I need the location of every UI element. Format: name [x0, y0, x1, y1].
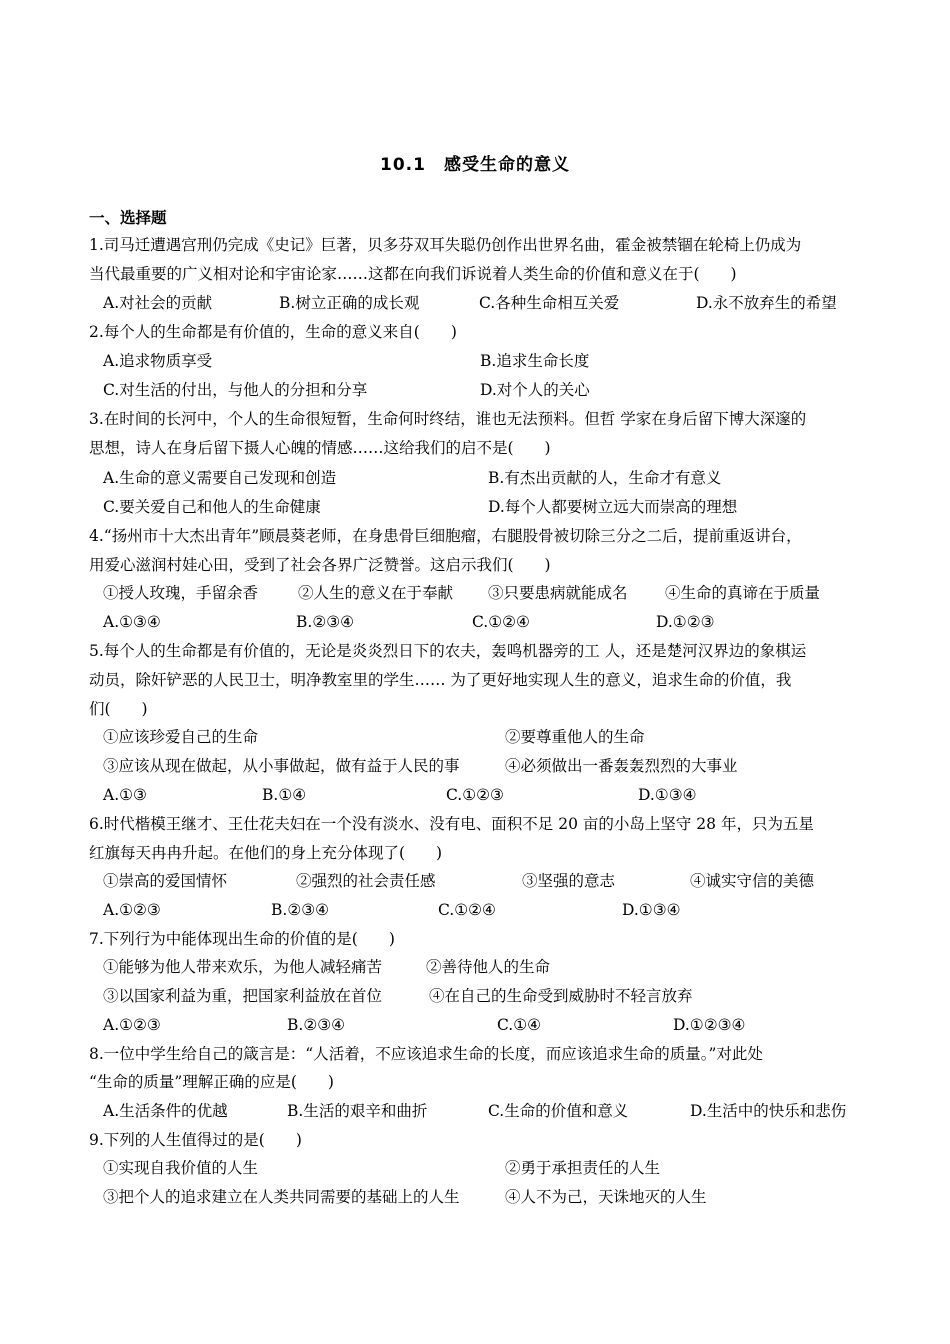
question-5-item-4: ④必须做出一番轰轰烈烈的大事业 [505, 757, 738, 775]
question-5-line-2: 动员，除奸铲恶的人民卫士，明净教室里的学生…… 为了更好地实现人生的意义，追求生命的价值，我 [89, 671, 792, 689]
question-4-line-2: 用爱心滋润村娃心田，受到了社会各界广泛赞誉。这启示我们( ) [89, 556, 551, 574]
question-7-option-b: B.②③④ [287, 1016, 346, 1034]
question-7-option-a: A.①②③ [103, 1016, 161, 1034]
question-9-line-1: 9.下列的人生值得过的是( ) [89, 1131, 302, 1149]
question-1-option-b: B.树立正确的成长观 [279, 294, 420, 312]
question-8-option-d: D.生活中的快乐和悲伤 [690, 1102, 847, 1120]
question-3-option-a: A.生命的意义需要自己发现和创造 [103, 469, 337, 487]
page-title: 10.1 感受生命的意义 [380, 155, 570, 175]
question-4-item-2: ②人生的意义在于奉献 [298, 584, 454, 602]
question-2-option-d: D.对个人的关心 [480, 381, 590, 399]
question-5-option-b: B.①④ [262, 786, 307, 804]
question-6-option-c: C.①②④ [438, 901, 496, 919]
question-5-option-c: C.①②③ [446, 786, 504, 804]
question-6-option-a: A.①②③ [103, 901, 161, 919]
question-5-option-d: D.①③④ [638, 786, 697, 804]
question-1-option-c: C.各种生命相互关爱 [479, 294, 620, 312]
question-6-item-3: ③坚强的意志 [522, 872, 616, 890]
question-2-line-1: 2.每个人的生命都是有价值的，生命的意义来自( ) [89, 323, 457, 341]
question-9-item-3: ③把个人的追求建立在人类共同需要的基础上的人生 [103, 1188, 460, 1206]
question-4-item-4: ④生命的真谛在于质量 [665, 584, 821, 602]
question-7-item-4: ④在自己的生命受到威胁时不轻言放弃 [429, 987, 693, 1005]
question-6-line-2: 红旗每天冉冉升起。在他们的身上充分体现了( ) [89, 844, 443, 862]
question-8-option-c: C.生命的价值和意义 [488, 1102, 629, 1120]
question-5-option-a: A.①③ [103, 786, 147, 804]
question-3-line-2: 思想，诗人在身后留下摄人心魄的情感……这给我们的启不是( ) [89, 439, 551, 457]
question-9-item-2: ②勇于承担责任的人生 [505, 1159, 661, 1177]
question-7-item-2: ②善待他人的生命 [426, 958, 551, 976]
question-5-line-1: 5.每个人的生命都是有价值的，无论是炎炎烈日下的农夫，轰鸣机器旁的工 人，还是楚河汉界边的象棋运 [89, 642, 807, 660]
question-2-option-b: B.追求生命长度 [480, 352, 590, 370]
question-7-item-3: ③以国家利益为重，把国家利益放在首位 [103, 987, 383, 1005]
question-2-option-c: C.对生活的付出，与他人的分担和分享 [103, 381, 368, 399]
question-5-item-3: ③应该从现在做起，从小事做起，做有益于人民的事 [103, 757, 460, 775]
question-2-option-a: A.追求物质享受 [103, 352, 213, 370]
question-8-option-b: B.生活的艰辛和曲折 [287, 1102, 428, 1120]
question-3-option-d: D.每个人都要树立远大而崇高的理想 [488, 498, 738, 516]
question-6-option-b: B.②③④ [271, 901, 330, 919]
question-3-option-b: B.有杰出贡献的人，生命才有意义 [488, 469, 722, 487]
question-3-line-1: 3.在时间的长河中，个人的生命很短暂，生命何时终结，谁也无法预料。但哲 学家在身后留下博大深邃的 [89, 410, 807, 428]
question-8-line-1: 8.一位中学生给自己的箴言是：“人活着，不应该追求生命的长度，而应该追求生命的质量。”对此处 [89, 1045, 763, 1063]
question-5-item-1: ①应该珍爱自己的生命 [103, 728, 259, 746]
question-6-item-2: ②强烈的社会责任感 [296, 872, 436, 890]
question-4-option-b: B.②③④ [296, 613, 355, 631]
question-1-option-d: D.永不放弃生的希望 [696, 294, 837, 312]
question-6-line-1: 6.时代楷模王继才、王仕花夫妇在一个没有淡水、没有电、面积不足 20 亩的小岛上坚守 28 年，只为五星 [89, 815, 814, 833]
section-heading: 一、选择题 [89, 209, 167, 227]
question-5-line-3: 们( ) [89, 700, 148, 718]
question-5-item-2: ②要尊重他人的生命 [505, 728, 645, 746]
question-4-option-c: C.①②④ [472, 613, 530, 631]
question-6-option-d: D.①③④ [622, 901, 681, 919]
question-4-item-1: ①授人玫瑰，手留余香 [103, 584, 259, 602]
question-3-option-c: C.要关爱自己和他人的生命健康 [103, 498, 321, 516]
question-1-line-2: 当代最重要的广义相对论和宇宙论家……这都在向我们诉说着人类生命的价值和意义在于( ) [89, 265, 737, 283]
question-7-option-c: C.①④ [497, 1016, 542, 1034]
question-7-line-1: 7.下列行为中能体现出生命的价值的是( ) [89, 930, 395, 948]
question-1-option-a: A.对社会的贡献 [103, 294, 213, 312]
question-4-item-3: ③只要患病就能成名 [488, 584, 628, 602]
question-4-option-d: D.①②③ [656, 613, 715, 631]
question-8-option-a: A.生活条件的优越 [103, 1102, 228, 1120]
question-9-item-4: ④人不为己，天诛地灭的人生 [505, 1188, 707, 1206]
question-7-option-d: D.①②③④ [673, 1016, 746, 1034]
question-1-line-1: 1.司马迁遭遇宫刑仍完成《史记》巨著，贝多芬双耳失聪仍创作出世界名曲，霍金被禁锢在轮椅上仍成为 [89, 236, 802, 254]
question-7-item-1: ①能够为他人带来欢乐，为他人减轻痛苦 [103, 958, 383, 976]
question-4-line-1: 4.“扬州市十大杰出青年”顾晨葵老师，在身患骨巨细胞瘤，右腿股骨被切除三分之二后，提前重返讲台， [89, 527, 802, 545]
question-9-item-1: ①实现自我价值的人生 [103, 1159, 259, 1177]
question-8-line-2: “生命的质量”理解正确的应是( ) [89, 1073, 334, 1091]
question-6-item-1: ①崇高的爱国情怀 [103, 872, 228, 890]
question-6-item-4: ④诚实守信的美德 [690, 872, 815, 890]
question-4-option-a: A.①③④ [103, 613, 161, 631]
